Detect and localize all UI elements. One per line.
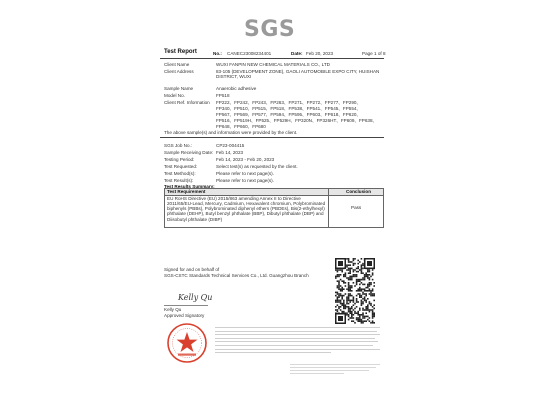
signatory-name: Kelly Qu [164, 307, 182, 312]
certificate-page [160, 0, 390, 400]
model-no-label: Model No. [164, 93, 185, 98]
summary-title: Test Results Summary: [164, 183, 215, 189]
client-address-line2: DISTRICT, WUXI [216, 74, 252, 79]
test-methods-value: Please refer to next page(s). [216, 171, 274, 176]
signing-organization: SGS-CSTC Standards Technical Services Co., Ltd. Guangzhou Branch [164, 273, 309, 278]
test-methods-label: Test Method(s): [164, 171, 196, 176]
summary-table [164, 188, 384, 228]
client-ref-line: FP340、FP510、FP515、FP518、FP538、FP541、FP545、FP554、 [216, 106, 362, 111]
col-test-requirement: Test Requirement [167, 189, 206, 195]
report-no-label: No.: [213, 51, 222, 56]
testing-period-label: Testing Period: [164, 157, 195, 162]
report-date-label: Date: [291, 51, 303, 56]
requirement-line: phthalate (DEHP), Butyl benzyl phthalate (BBP), Dibutyl phthalate (DBP) and [167, 211, 324, 217]
signed-on-behalf: Signed for and on behalf of [164, 267, 220, 272]
summary-table-column-divider [328, 189, 329, 227]
sample-name-value: Anaerobic adhesive [216, 86, 257, 91]
qr-code-icon [335, 258, 375, 324]
footer-contact [290, 364, 380, 376]
job-no-value: CP23-004415 [216, 143, 245, 148]
conclusion-pass: Pass [351, 205, 362, 210]
page-number: Page 1 of 8 [362, 51, 386, 56]
col-conclusion: Conclusion [346, 189, 372, 195]
fine-print-disclaimer [215, 327, 380, 356]
test-requested-value: Select test(s) as requested by the client. [216, 164, 298, 169]
signature-line [164, 305, 208, 306]
report-title: Test Report [164, 49, 197, 55]
report-date-value: Feb 20, 2023 [306, 51, 334, 56]
test-results-value: Please refer to next page(s). [216, 178, 274, 183]
header-divider [160, 58, 384, 59]
client-ref-line: FP222、FP242、FP243、FP263、FP271、FP272、FP277、FP290、 [216, 100, 362, 105]
signatory-role: Approved Signatory [164, 313, 205, 318]
requirement-line: 2011/65/EU-Lead, Mercury, Cadmium, Hexavalent chromium, Polybrominated [167, 200, 326, 206]
receiving-date-label: Sample Receiving Date: [164, 150, 214, 155]
sample-divider [160, 137, 384, 138]
receiving-date-value: Feb 14, 2023 [216, 150, 244, 155]
client-ref-label: Client Ref. Information [164, 100, 210, 105]
handwritten-signature: Kelly Qu [178, 293, 213, 302]
client-ref-line: FP648、FP660、FP680 [216, 124, 266, 129]
testing-period-value: Feb 14, 2023 - Feb 20, 2023 [216, 157, 275, 162]
client-ref-line: FP567、FP569、FP577、FP594、FP595、FP603、FP618、FP620、 [216, 112, 362, 117]
client-name-label: Client Name [164, 62, 190, 67]
test-results-label: Test Result(s): [164, 178, 194, 183]
job-no-label: SGS Job No.: [164, 143, 193, 148]
sgs-logo: SGS [244, 17, 296, 42]
model-no-value: FP518 [216, 93, 230, 98]
client-ref-line: FP516、FP519H、FP525、FP529H、FP320N、FP326HT、FP609、FP638、 [216, 118, 378, 123]
sample-name-label: Sample Name [164, 86, 194, 91]
requirement-line: EU RoHS Directive (EU) 2015/863 amending Annex II to Directive [167, 195, 301, 201]
official-seal-icon [166, 322, 208, 364]
requirement-line: biphenyls (PBBs), Polybrominated diphenyl ethers (PBDEs), Bis(2-ethylhexyl) [167, 206, 325, 212]
sample-note: The above sample(s) and information were provided by the client. [164, 130, 298, 135]
client-name-value: WUXI FANPIN NEW CHEMICAL MATERIALS CO., LTD [216, 62, 331, 67]
test-requested-label: Test Requested: [164, 164, 198, 169]
report-no-value: CANEC23008234401 [227, 51, 272, 56]
client-address-line1: 83-105 (DEVELOPMENT ZONE), GAOLI AUTOMOBILE EXPO CITY, HUISHAN [216, 69, 380, 74]
client-address-label: Client Address [164, 69, 194, 74]
requirement-line: Diisobutyl phthalate (DIBP) [167, 216, 223, 222]
